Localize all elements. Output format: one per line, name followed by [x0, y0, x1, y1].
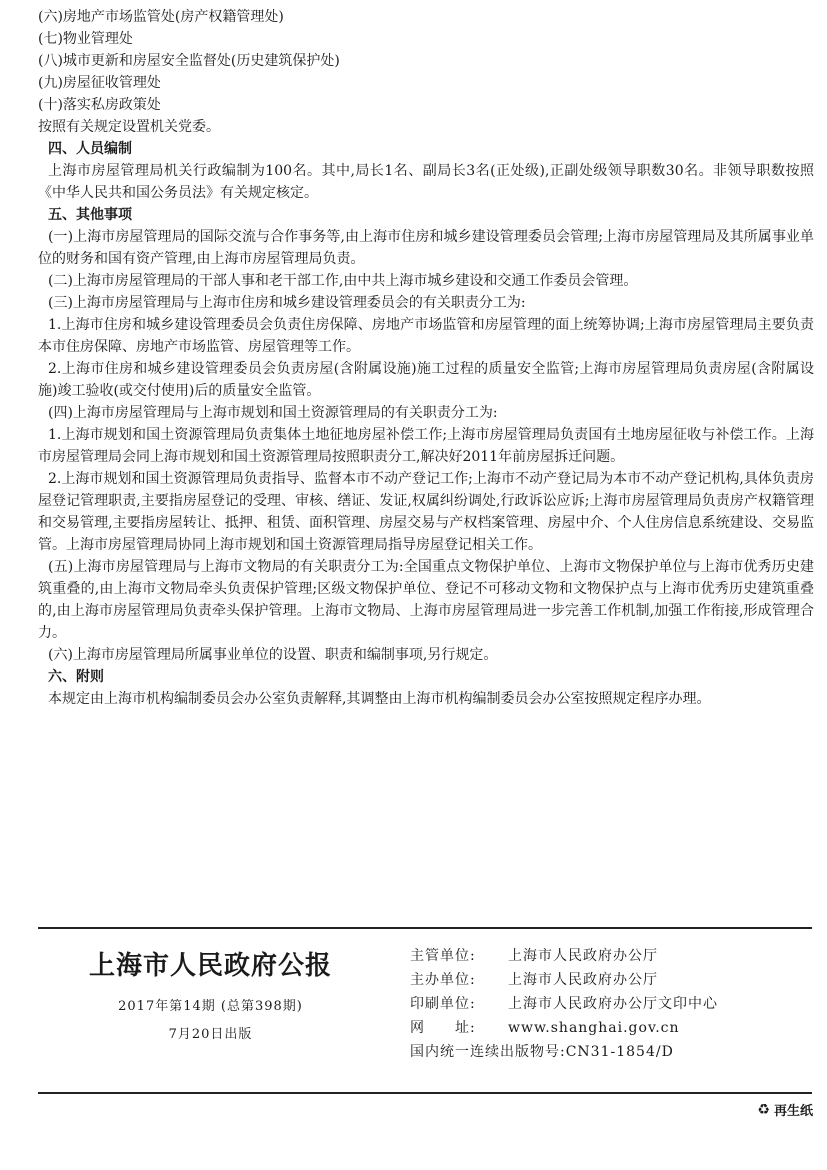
- section-heading: 五、其他事项: [48, 207, 132, 223]
- pubinfo-value: CN31-1854/D: [565, 1044, 674, 1060]
- body-paragraph: (一)上海市房屋管理局的国际交流与合作事务等,由上海市住房和城乡建设管理委员会管理;上海市房屋管理局及其所属事业单位的财务和国有资产管理,由上海市房屋管理局负责。: [38, 229, 814, 267]
- document-body: [38, 6, 814, 710]
- section-item: (七)物业管理处: [38, 31, 133, 47]
- pubinfo-value: 上海市人民政府办公厅: [508, 972, 658, 988]
- masthead-bottom-rule: [38, 1092, 812, 1094]
- pubinfo-label: 网 址:: [410, 1020, 476, 1036]
- recycled-label: 再生纸: [773, 1104, 813, 1119]
- body-paragraph: 上海市房屋管理局机关行政编制为100名。其中,局长1名、副局长3名(正处级),正副处级领导职数30名。非领导职数按照《中华人民共和国公务员法》有关规定核定。: [38, 163, 814, 201]
- pubinfo-row: [410, 1040, 718, 1064]
- pubinfo-label: 国内统一连续出版物号:: [410, 1044, 566, 1060]
- section-heading: 四、人员编制: [48, 141, 132, 157]
- recycle-icon: ♻: [757, 1101, 770, 1118]
- body-paragraph: (六)上海市房屋管理局所属事业单位的设置、职责和编制事项,另行规定。: [48, 647, 498, 663]
- section-item: (六)房地产市场监管处(房产权籍管理处): [38, 9, 284, 25]
- recycled-paper-mark: [757, 1100, 813, 1119]
- body-paragraph: 1.上海市规划和国土资源管理局负责集体土地征地房屋补偿工作;上海市房屋管理局负责国有土地房屋征收与补偿工作。上海市房屋管理局会同上海市规划和国土资源管理局按照职责分工,解决好2011年前房屋拆迁问题。: [38, 427, 814, 465]
- gazette-title: 上海市人民政府公报: [88, 951, 332, 981]
- body-paragraph: 2.上海市规划和国土资源管理局负责指导、监督本市不动产登记工作;上海市不动产登记局为本市不动产登记机构,具体负责房屋登记管理职责,主要指房屋登记的受理、审核、缮证、发证,权属纠纷调处,行政诉讼应诉;上海市房屋管理局负责房产权籍管理和交易管理,主要指房屋转让、抵押、租赁、面积管理、房屋交易与产权档案管理、房屋中介、个人住房信息系统建设、交易监管。上海市房屋管理局协同上海市规划和国土资源管理局指导房屋登记相关工作。: [38, 471, 814, 553]
- section-item: 按照有关规定设置机关党委。: [38, 119, 220, 135]
- pubinfo-label: 主管单位:: [410, 948, 476, 964]
- pubinfo-value: 上海市人民政府办公厅文印中心: [508, 996, 718, 1012]
- body-paragraph: 2.上海市住房和城乡建设管理委员会负责房屋(含附属设施)施工过程的质量安全监管;上海市房屋管理局负责房屋(含附属设施)竣工验收(或交付使用)后的质量安全监管。: [38, 361, 814, 399]
- body-paragraph: 1.上海市住房和城乡建设管理委员会负责住房保障、房地产市场监管和房屋管理的面上统筹协调;上海市房屋管理局主要负责本市住房保障、房地产市场监管、房屋管理等工作。: [38, 317, 814, 355]
- pubinfo-row: [410, 1016, 718, 1040]
- pubinfo-label: 印刷单位:: [410, 996, 476, 1012]
- section-heading: 六、附则: [48, 669, 104, 685]
- section-item: (十)落实私房政策处: [38, 97, 161, 113]
- issue-number: 2017年第14期 (总第398期): [118, 999, 303, 1014]
- body-paragraph: (五)上海市房屋管理局与上海市文物局的有关职责分工为:全国重点文物保护单位、上海市文物保护单位与上海市优秀历史建筑重叠的,由上海市文物局牵头负责保护管理;区级文物保护单位、登记不可移动文物和文物保护点与上海市优秀历史建筑重叠的,由上海市房屋管理局负责牵头保护管理。上海市文物局、上海市房屋管理局进一步完善工作机制,加强工作衔接,形成管理合力。: [38, 559, 814, 641]
- publication-info: [410, 944, 718, 1064]
- pubinfo-row: [410, 944, 718, 968]
- website-link[interactable]: www.shanghai.gov.cn: [508, 1020, 680, 1036]
- body-paragraph: (四)上海市房屋管理局与上海市规划和国土资源管理局的有关职责分工为:: [48, 405, 498, 421]
- pubinfo-value: 上海市人民政府办公厅: [508, 948, 658, 964]
- body-paragraph: 本规定由上海市机构编制委员会办公室负责解释,其调整由上海市机构编制委员会办公室按照规定程序办理。: [48, 691, 711, 707]
- body-paragraph: (三)上海市房屋管理局与上海市住房和城乡建设管理委员会的有关职责分工为:: [48, 295, 526, 311]
- publish-date: 7月20日出版: [168, 1027, 253, 1042]
- section-item: (八)城市更新和房屋安全监督处(历史建筑保护处): [38, 53, 340, 69]
- pubinfo-label: 主办单位:: [410, 972, 476, 988]
- masthead-top-rule: [38, 927, 812, 929]
- section-item: (九)房屋征收管理处: [38, 75, 161, 91]
- pubinfo-row: [410, 968, 718, 992]
- pubinfo-row: [410, 992, 718, 1016]
- body-paragraph: (二)上海市房屋管理局的干部人事和老干部工作,由中共上海市城乡建设和交通工作委员会管理。: [48, 273, 638, 289]
- masthead: [38, 940, 383, 1046]
